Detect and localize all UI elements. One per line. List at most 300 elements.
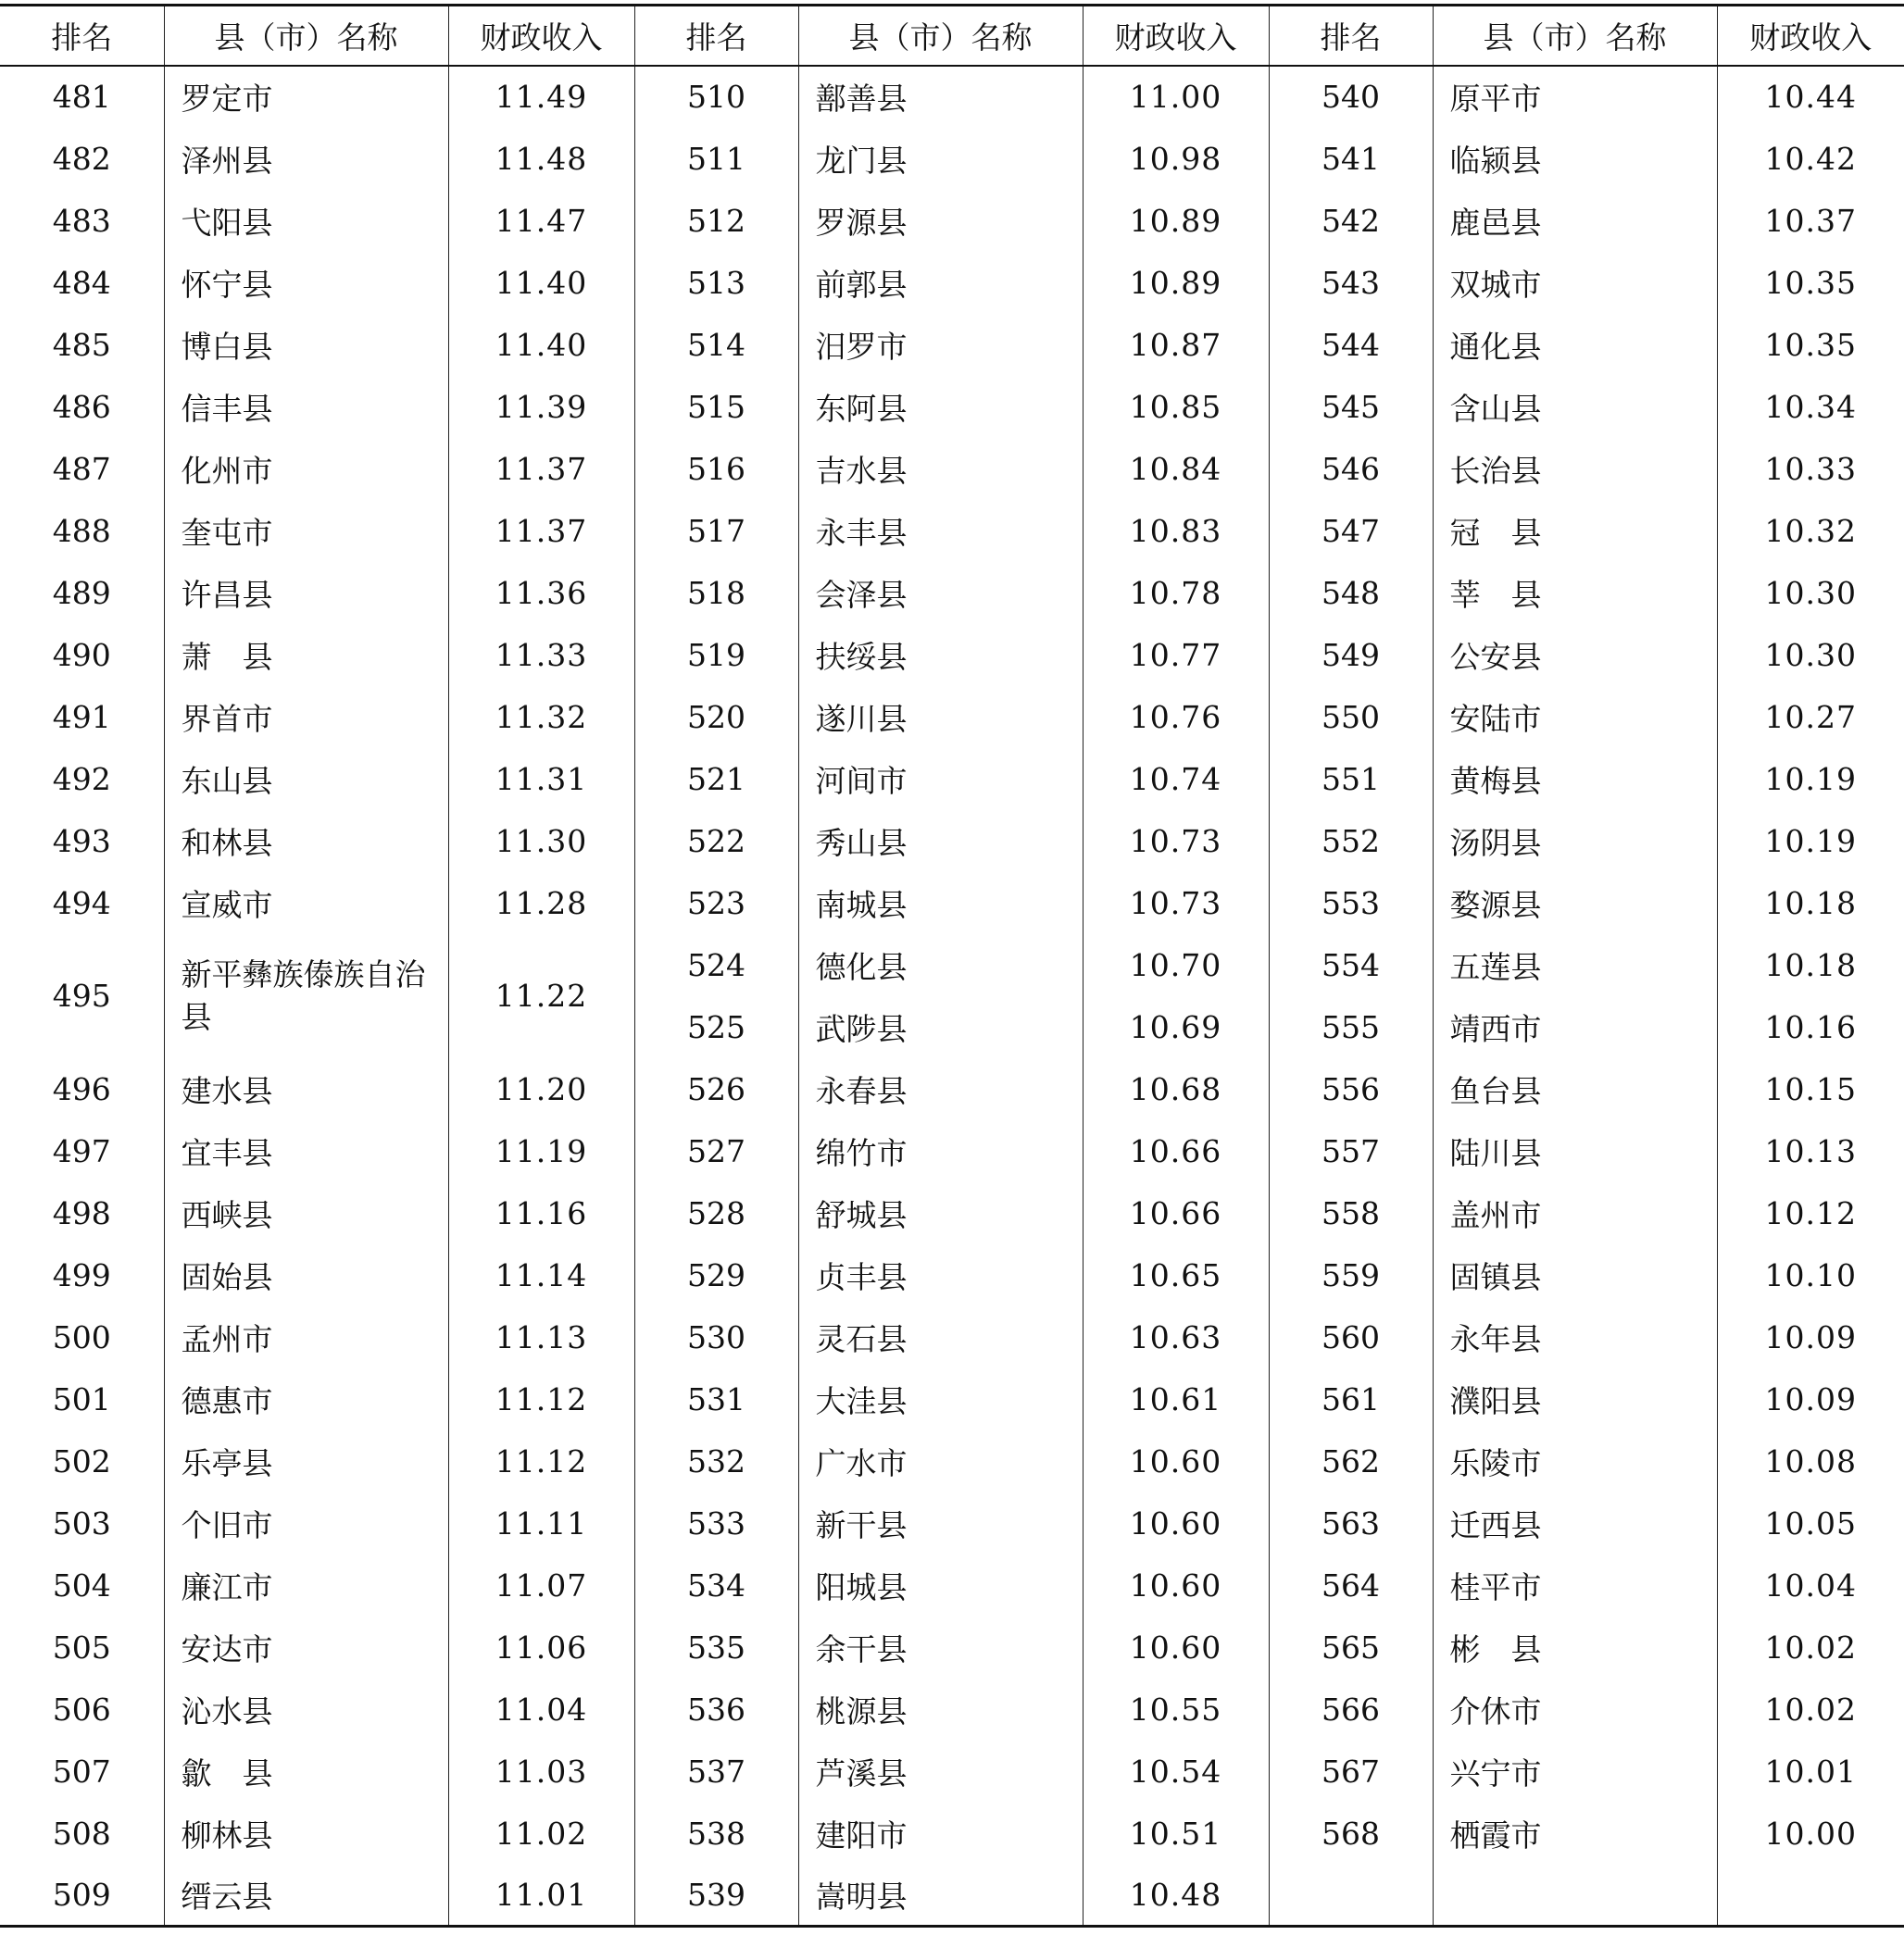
rank-cell: 526 [634, 1058, 798, 1120]
rank-cell: 505 [52, 1629, 111, 1666]
rank-cell: 491 [52, 698, 111, 735]
rank-cell: 520 [634, 686, 798, 748]
rank-cell: 487 [52, 450, 111, 487]
table-row [0, 190, 1904, 252]
revenue-cell: 10.76 [1083, 686, 1269, 748]
county-name-cell: 前郭县 [798, 252, 1083, 314]
rank-cell: 512 [634, 190, 798, 252]
revenue-cell: 10.69 [1083, 996, 1269, 1058]
revenue-cell: 10.65 [1083, 1244, 1269, 1306]
revenue-cell: 10.18 [1717, 934, 1904, 996]
county-name-cell: 信丰县 [164, 376, 448, 438]
revenue-cell: 10.55 [1083, 1679, 1269, 1741]
rank-cell: 565 [1269, 1617, 1433, 1679]
revenue-cell: 11.49 [448, 66, 634, 128]
revenue-cell: 10.27 [1717, 686, 1904, 748]
table-row [0, 1368, 1904, 1430]
revenue-cell: 11.07 [448, 1554, 634, 1617]
county-name-cell: 遂川县 [798, 686, 1083, 748]
header-rank: 排名 [1269, 6, 1433, 66]
rank-cell: 558 [1269, 1182, 1433, 1244]
revenue-cell: 10.16 [1717, 996, 1904, 1058]
rank-cell: 539 [634, 1865, 798, 1927]
revenue-cell: 11.16 [448, 1182, 634, 1244]
revenue-cell: 11.33 [448, 624, 634, 686]
county-name-cell: 化州市 [164, 438, 448, 500]
rank-cell: 527 [634, 1120, 798, 1182]
county-name-cell: 歙 县 [164, 1741, 448, 1803]
header-fiscal-revenue: 财政收入 [448, 6, 634, 66]
rank-cell: 483 [52, 202, 111, 239]
county-name-cell: 和林县 [164, 810, 448, 872]
county-name-cell: 博白县 [164, 314, 448, 376]
county-name-cell: 奎屯市 [164, 500, 448, 562]
rank-cell: 499 [52, 1256, 111, 1293]
county-name-cell: 许昌县 [164, 562, 448, 624]
rank-cell: 535 [634, 1617, 798, 1679]
county-name-cell: 乐亭县 [164, 1430, 448, 1492]
rank-cell: 534 [634, 1554, 798, 1617]
revenue-cell: 10.32 [1717, 500, 1904, 562]
header-rank: 排名 [634, 6, 798, 66]
county-name-cell: 永春县 [798, 1058, 1083, 1120]
county-name-cell: 黄梅县 [1433, 748, 1717, 810]
county-name-cell: 会泽县 [798, 562, 1083, 624]
revenue-cell: 10.19 [1717, 748, 1904, 810]
empty-cell [1717, 1865, 1904, 1927]
county-name-cell: 冠 县 [1433, 500, 1717, 562]
rank-cell: 531 [634, 1368, 798, 1430]
rank-cell: 500 [52, 1318, 111, 1355]
table-body [0, 66, 1904, 1927]
county-name-cell: 永年县 [1433, 1306, 1717, 1368]
county-name-cell: 双城市 [1433, 252, 1717, 314]
county-name-cell: 迁西县 [1433, 1492, 1717, 1554]
rank-cell: 561 [1269, 1368, 1433, 1430]
revenue-cell: 11.01 [448, 1865, 634, 1927]
county-name-cell: 含山县 [1433, 376, 1717, 438]
table-row [0, 500, 1904, 562]
revenue-cell: 10.83 [1083, 500, 1269, 562]
county-name-cell: 吉水县 [798, 438, 1083, 500]
county-name-cell: 靖西市 [1433, 996, 1717, 1058]
revenue-cell: 10.00 [1717, 1803, 1904, 1865]
rank-cell: 495 [52, 978, 111, 1014]
rank-cell: 511 [634, 128, 798, 190]
rank-cell: 492 [52, 760, 111, 797]
rank-cell: 518 [634, 562, 798, 624]
revenue-cell: 11.00 [1083, 66, 1269, 128]
rank-cell: 490 [52, 636, 111, 673]
rank-cell: 524 [634, 934, 798, 996]
rank-cell: 528 [634, 1182, 798, 1244]
fiscal-revenue-ranking-table [0, 4, 1904, 1928]
rank-cell: 489 [52, 574, 111, 611]
revenue-cell: 11.11 [448, 1492, 634, 1554]
rank-cell: 484 [52, 264, 111, 301]
rank-cell: 547 [1269, 500, 1433, 562]
county-name-cell: 阳城县 [798, 1554, 1083, 1617]
county-name-cell: 缙云县 [164, 1865, 448, 1927]
header-rank: 排名 [0, 6, 164, 66]
header-county-name: 县（市）名称 [164, 6, 448, 66]
rank-cell: 557 [1269, 1120, 1433, 1182]
county-name-cell: 盖州市 [1433, 1182, 1717, 1244]
table-row [0, 934, 1904, 996]
table-row [0, 66, 1904, 128]
rank-cell: 560 [1269, 1306, 1433, 1368]
county-name-cell: 大洼县 [798, 1368, 1083, 1430]
rank-cell: 517 [634, 500, 798, 562]
revenue-cell: 11.28 [448, 872, 634, 934]
revenue-cell: 10.35 [1717, 252, 1904, 314]
county-name-cell: 介休市 [1433, 1679, 1717, 1741]
rank-cell: 508 [52, 1815, 111, 1852]
revenue-cell: 10.09 [1717, 1306, 1904, 1368]
county-name-cell: 永丰县 [798, 500, 1083, 562]
rank-cell: 522 [634, 810, 798, 872]
rank-cell: 562 [1269, 1430, 1433, 1492]
rank-cell: 546 [1269, 438, 1433, 500]
revenue-cell: 10.01 [1717, 1741, 1904, 1803]
revenue-cell: 10.05 [1717, 1492, 1904, 1554]
revenue-cell: 11.04 [448, 1679, 634, 1741]
rank-cell: 516 [634, 438, 798, 500]
county-name-cell: 怀宁县 [164, 252, 448, 314]
table-row [0, 314, 1904, 376]
county-name-cell: 汤阴县 [1433, 810, 1717, 872]
revenue-cell: 11.37 [448, 500, 634, 562]
county-name-cell: 新干县 [798, 1492, 1083, 1554]
county-name-cell: 南城县 [798, 872, 1083, 934]
table-row [0, 562, 1904, 624]
table-row [0, 1120, 1904, 1182]
rank-cell: 514 [634, 314, 798, 376]
table-row [0, 1244, 1904, 1306]
revenue-cell: 11.14 [448, 1244, 634, 1306]
county-name-cell: 兴宁市 [1433, 1741, 1717, 1803]
rank-cell: 485 [52, 326, 111, 363]
revenue-cell: 11.19 [448, 1120, 634, 1182]
rank-cell: 497 [52, 1132, 111, 1169]
rank-cell: 513 [634, 252, 798, 314]
rank-cell: 537 [634, 1741, 798, 1803]
county-name-cell: 西峡县 [164, 1182, 448, 1244]
revenue-cell: 10.09 [1717, 1368, 1904, 1430]
table-row [0, 1492, 1904, 1554]
empty-cell [1433, 1865, 1717, 1927]
table-row [0, 1617, 1904, 1679]
county-name-cell: 乐陵市 [1433, 1430, 1717, 1492]
county-name-cell: 宜丰县 [164, 1120, 448, 1182]
county-name-cell: 汨罗市 [798, 314, 1083, 376]
revenue-cell: 10.60 [1083, 1554, 1269, 1617]
county-name-cell: 原平市 [1433, 66, 1717, 128]
county-name-cell: 萧 县 [164, 624, 448, 686]
county-name-cell: 沁水县 [164, 1679, 448, 1741]
revenue-cell: 10.30 [1717, 562, 1904, 624]
revenue-cell: 11.31 [448, 748, 634, 810]
rank-cell: 525 [634, 996, 798, 1058]
county-name-cell: 余干县 [798, 1617, 1083, 1679]
county-name-cell: 德化县 [798, 934, 1083, 996]
county-name-cell: 固镇县 [1433, 1244, 1717, 1306]
county-name-cell: 安陆市 [1433, 686, 1717, 748]
table-row [0, 376, 1904, 438]
revenue-cell: 11.37 [448, 438, 634, 500]
revenue-cell: 10.89 [1083, 252, 1269, 314]
header-fiscal-revenue: 财政收入 [1083, 6, 1269, 66]
rank-cell: 543 [1269, 252, 1433, 314]
rank-cell: 554 [1269, 934, 1433, 996]
rank-cell: 550 [1269, 686, 1433, 748]
revenue-cell: 10.02 [1717, 1679, 1904, 1741]
table-row [0, 128, 1904, 190]
rank-cell: 502 [52, 1442, 111, 1479]
county-name-cell: 公安县 [1433, 624, 1717, 686]
county-name-cell: 武陟县 [798, 996, 1083, 1058]
county-name-cell: 五莲县 [1433, 934, 1717, 996]
rank-cell: 549 [1269, 624, 1433, 686]
revenue-cell: 10.30 [1717, 624, 1904, 686]
revenue-cell: 10.37 [1717, 190, 1904, 252]
revenue-cell: 10.12 [1717, 1182, 1904, 1244]
rank-cell: 548 [1269, 562, 1433, 624]
revenue-cell: 10.73 [1083, 810, 1269, 872]
county-name-cell: 孟州市 [164, 1306, 448, 1368]
table-row [0, 1058, 1904, 1120]
revenue-cell: 10.51 [1083, 1803, 1269, 1865]
rank-cell: 496 [52, 1070, 111, 1107]
county-name-cell: 宣威市 [164, 872, 448, 934]
revenue-cell: 10.18 [1717, 872, 1904, 934]
county-name-cell: 个旧市 [164, 1492, 448, 1554]
revenue-cell: 11.12 [448, 1430, 634, 1492]
county-name-cell: 芦溪县 [798, 1741, 1083, 1803]
revenue-cell: 10.42 [1717, 128, 1904, 190]
header-county-name: 县（市）名称 [798, 6, 1083, 66]
rank-cell: 504 [52, 1567, 111, 1604]
revenue-cell: 10.60 [1083, 1430, 1269, 1492]
revenue-cell: 10.77 [1083, 624, 1269, 686]
rank-cell: 544 [1269, 314, 1433, 376]
revenue-cell: 11.48 [448, 128, 634, 190]
county-name-cell: 扶绥县 [798, 624, 1083, 686]
rank-cell: 523 [634, 872, 798, 934]
revenue-cell: 11.36 [448, 562, 634, 624]
revenue-cell: 10.33 [1717, 438, 1904, 500]
revenue-cell: 10.98 [1083, 128, 1269, 190]
county-name-cell: 陆川县 [1433, 1120, 1717, 1182]
table-row [0, 624, 1904, 686]
revenue-cell: 10.66 [1083, 1182, 1269, 1244]
table-row [0, 1306, 1904, 1368]
revenue-cell: 10.04 [1717, 1554, 1904, 1617]
county-name-cell: 界首市 [164, 686, 448, 748]
revenue-cell: 10.63 [1083, 1306, 1269, 1368]
rank-cell: 564 [1269, 1554, 1433, 1617]
rank-cell: 493 [52, 822, 111, 859]
revenue-cell: 11.40 [448, 314, 634, 376]
rank-cell: 553 [1269, 872, 1433, 934]
rank-cell: 559 [1269, 1244, 1433, 1306]
revenue-cell: 11.22 [448, 934, 634, 1058]
revenue-cell: 10.84 [1083, 438, 1269, 500]
table-row [0, 438, 1904, 500]
rank-cell: 530 [634, 1306, 798, 1368]
table-row [0, 1803, 1904, 1865]
revenue-cell: 11.13 [448, 1306, 634, 1368]
revenue-cell: 10.60 [1083, 1617, 1269, 1679]
county-name-cell: 鹿邑县 [1433, 190, 1717, 252]
table-row [0, 1182, 1904, 1244]
rank-cell: 510 [634, 66, 798, 128]
revenue-cell: 10.87 [1083, 314, 1269, 376]
county-name-cell: 固始县 [164, 1244, 448, 1306]
rank-cell: 540 [1269, 66, 1433, 128]
empty-cell [1269, 1865, 1433, 1927]
county-name-cell: 通化县 [1433, 314, 1717, 376]
rank-cell: 555 [1269, 996, 1433, 1058]
rank-cell: 542 [1269, 190, 1433, 252]
county-name-cell: 广水市 [798, 1430, 1083, 1492]
county-name-cell: 嵩明县 [798, 1865, 1083, 1927]
revenue-cell: 11.06 [448, 1617, 634, 1679]
table-row [0, 686, 1904, 748]
table-row [0, 872, 1904, 934]
table-row [0, 1741, 1904, 1803]
revenue-cell: 10.70 [1083, 934, 1269, 996]
revenue-cell: 11.30 [448, 810, 634, 872]
rank-cell: 533 [634, 1492, 798, 1554]
header-county-name: 县（市）名称 [1433, 6, 1717, 66]
table-row [0, 810, 1904, 872]
rank-cell: 494 [52, 884, 111, 921]
rank-cell: 568 [1269, 1803, 1433, 1865]
revenue-cell: 10.66 [1083, 1120, 1269, 1182]
rank-cell: 503 [52, 1504, 111, 1542]
revenue-cell: 10.02 [1717, 1617, 1904, 1679]
rank-cell: 519 [634, 624, 798, 686]
county-name-cell: 东阿县 [798, 376, 1083, 438]
rank-cell: 498 [52, 1194, 111, 1231]
revenue-cell: 10.54 [1083, 1741, 1269, 1803]
revenue-cell: 10.78 [1083, 562, 1269, 624]
revenue-cell: 11.39 [448, 376, 634, 438]
county-name-cell: 建阳市 [798, 1803, 1083, 1865]
county-name-cell: 秀山县 [798, 810, 1083, 872]
revenue-cell: 10.13 [1717, 1120, 1904, 1182]
county-name-cell: 龙门县 [798, 128, 1083, 190]
rank-cell: 545 [1269, 376, 1433, 438]
revenue-cell: 10.19 [1717, 810, 1904, 872]
county-name-cell: 柳林县 [164, 1803, 448, 1865]
table-row [0, 1679, 1904, 1741]
county-name-cell: 新平彝族傣族自治县 [164, 934, 448, 1058]
rank-cell: 486 [52, 388, 111, 425]
header-row [0, 6, 1904, 66]
table-row [0, 252, 1904, 314]
county-name-cell: 濮阳县 [1433, 1368, 1717, 1430]
revenue-cell: 10.44 [1717, 66, 1904, 128]
county-name-cell: 罗源县 [798, 190, 1083, 252]
county-name-cell: 罗定市 [164, 66, 448, 128]
rank-cell: 541 [1269, 128, 1433, 190]
county-name-cell: 建水县 [164, 1058, 448, 1120]
county-name-cell: 安达市 [164, 1617, 448, 1679]
revenue-cell: 11.20 [448, 1058, 634, 1120]
county-name-cell: 栖霞市 [1433, 1803, 1717, 1865]
rank-cell: 536 [634, 1679, 798, 1741]
rank-cell: 529 [634, 1244, 798, 1306]
county-name-cell: 鄯善县 [798, 66, 1083, 128]
county-name-cell: 贞丰县 [798, 1244, 1083, 1306]
revenue-cell: 11.12 [448, 1368, 634, 1430]
revenue-cell: 11.32 [448, 686, 634, 748]
rank-cell: 538 [634, 1803, 798, 1865]
rank-cell: 521 [634, 748, 798, 810]
county-name-cell: 鱼台县 [1433, 1058, 1717, 1120]
rank-cell: 515 [634, 376, 798, 438]
rank-cell: 482 [52, 140, 111, 177]
county-name-cell: 泽州县 [164, 128, 448, 190]
county-name-cell: 河间市 [798, 748, 1083, 810]
revenue-cell: 10.08 [1717, 1430, 1904, 1492]
revenue-cell: 10.34 [1717, 376, 1904, 438]
rank-cell: 556 [1269, 1058, 1433, 1120]
revenue-cell: 10.89 [1083, 190, 1269, 252]
county-name-cell: 廉江市 [164, 1554, 448, 1617]
rank-cell: 552 [1269, 810, 1433, 872]
table-row [0, 1430, 1904, 1492]
county-name-cell: 绵竹市 [798, 1120, 1083, 1182]
rank-cell: 488 [52, 512, 111, 549]
county-name-cell: 桃源县 [798, 1679, 1083, 1741]
rank-cell: 507 [52, 1753, 111, 1790]
revenue-cell: 10.10 [1717, 1244, 1904, 1306]
table-row [0, 1865, 1904, 1927]
revenue-cell: 10.85 [1083, 376, 1269, 438]
rank-cell: 563 [1269, 1492, 1433, 1554]
county-name-cell: 莘 县 [1433, 562, 1717, 624]
revenue-cell: 11.02 [448, 1803, 634, 1865]
county-name-cell: 东山县 [164, 748, 448, 810]
county-name-cell: 灵石县 [798, 1306, 1083, 1368]
revenue-cell: 10.15 [1717, 1058, 1904, 1120]
revenue-cell: 10.73 [1083, 872, 1269, 934]
revenue-cell: 10.60 [1083, 1492, 1269, 1554]
county-name-cell: 长治县 [1433, 438, 1717, 500]
revenue-cell: 10.74 [1083, 748, 1269, 810]
table-row [0, 748, 1904, 810]
rank-cell: 551 [1269, 748, 1433, 810]
rank-cell: 506 [52, 1691, 111, 1728]
county-name-cell: 桂平市 [1433, 1554, 1717, 1617]
rank-cell: 567 [1269, 1741, 1433, 1803]
revenue-cell: 10.68 [1083, 1058, 1269, 1120]
revenue-cell: 10.48 [1083, 1865, 1269, 1927]
revenue-cell: 11.40 [448, 252, 634, 314]
revenue-cell: 11.47 [448, 190, 634, 252]
revenue-cell: 10.35 [1717, 314, 1904, 376]
county-name-cell: 彬 县 [1433, 1617, 1717, 1679]
revenue-cell: 10.61 [1083, 1368, 1269, 1430]
rank-cell: 566 [1269, 1679, 1433, 1741]
rank-cell: 509 [0, 1865, 164, 1927]
table-row [0, 1554, 1904, 1617]
county-name-cell: 婺源县 [1433, 872, 1717, 934]
county-name-cell: 弋阳县 [164, 190, 448, 252]
